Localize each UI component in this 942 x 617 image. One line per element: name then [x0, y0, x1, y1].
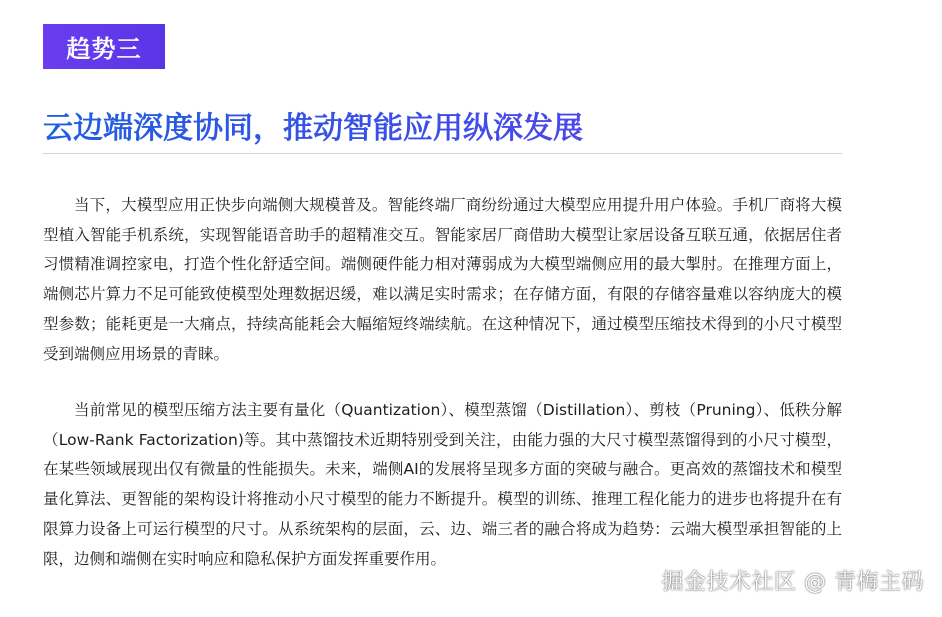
- body-paragraph-2: 当前常见的模型压缩方法主要有量化（Quantization）、模型蒸馏（Distillation）、剪枝（Pruning）、低秩分解（Low-Rank Factorization)等。其中蒸馏技术近期特别受到关注，由能力强的大尺寸模型蒸馏得到的小尺寸模型，在某些领域展现出仅有微量的性能损失。未来，端侧AI的发展将呈现多方面的突破与融合。更高效的蒸馏技术和模型量化算法、更智能的架构设计将推动小尺寸模型的能力不断提升。模型的训练、推理工程化能力的进步也将提升在有限算力设备上可运行模型的尺寸。从系统架构的层面，云、边、端三者的融合将成为趋势：云端大模型承担智能的上限，边侧和端侧在实时响应和隐私保护方面发挥重要作用。: [43, 401, 842, 568]
- body-paragraph-1: 当下，大模型应用正快步向端侧大规模普及。智能终端厂商纷纷通过大模型应用提升用户体验。手机厂商将大模型植入智能手机系统，实现智能语音助手的超精准交互。智能家居厂商借助大模型让家居设备互联互通，依据居住者习惯精准调控家电，打造个性化舒适空间。端侧硬件能力相对薄弱成为大模型端侧应用的最大掣肘。在推理方面上，端侧芯片算力不足可能致使模型处理数据迟缓，难以满足实时需求；在存储方面，有限的存储容量难以容纳庞大的模型参数；能耗更是一大痛点，持续高能耗会大幅缩短终端续航。在这种情况下，通过模型压缩技术得到的小尺寸模型受到端侧应用场景的青睐。: [43, 196, 842, 363]
- section-badge: [43, 24, 165, 69]
- source-watermark: 掘金技术社区 @ 青梅主码: [661, 570, 924, 595]
- section-badge-label: 趋势三: [66, 35, 142, 63]
- page-title: 云边端深度协同，推动智能应用纵深发展: [43, 108, 863, 150]
- title-divider: [43, 153, 842, 154]
